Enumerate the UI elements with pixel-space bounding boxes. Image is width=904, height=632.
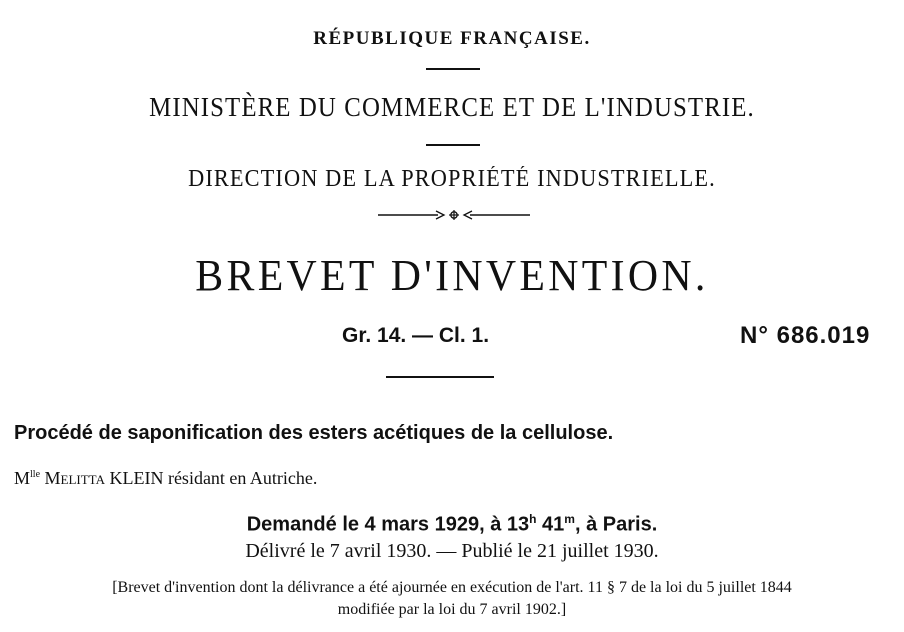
demande-minutes: 41 xyxy=(536,513,565,536)
note-line-1: [Brevet d'invention dont la délivrance a été ajournée en exécution de l'art. 11 § 7 de la loi du 5 juillet 1844 xyxy=(112,579,792,596)
inventor-name: Melitta KLEIN xyxy=(44,468,164,488)
inventor-prefix-sup: lle xyxy=(30,469,41,480)
hours-sup: h xyxy=(529,512,537,526)
direction-heading: DIRECTION DE LA PROPRIÉTÉ INDUSTRIELLE. xyxy=(188,166,716,192)
classification: Gr. 14. — Cl. 1. xyxy=(342,324,490,347)
divider-3 xyxy=(386,376,494,378)
republic-heading: RÉPUBLIQUE FRANÇAISE. xyxy=(313,28,591,49)
ministry-heading: MINISTÈRE DU COMMERCE ET DE L'INDUSTRIE. xyxy=(149,92,755,122)
inventor-residence: résidant en Autriche. xyxy=(163,468,318,488)
divider-2 xyxy=(426,144,480,146)
patent-number: N° 686.019 xyxy=(740,322,871,349)
demande-prefix: Demandé le 4 mars 1929, à 13 xyxy=(246,513,530,536)
ornament-divider xyxy=(378,207,530,223)
filing-date xyxy=(0,512,904,537)
document-type-title: BREVET D'INVENTION. xyxy=(195,251,709,300)
patent-title: Procédé de saponification des esters acétiques de la cellulose. xyxy=(14,422,614,444)
note-line-2: modifiée par la loi du 7 avril 1902.] xyxy=(337,601,567,618)
inventor-line xyxy=(14,468,317,489)
divider-1 xyxy=(426,68,480,70)
minutes-sup: m xyxy=(564,512,575,526)
delivery-publication-date: Délivré le 7 avril 1930. — Publié le 21 juillet 1930. xyxy=(245,540,659,562)
demande-suffix: , à Paris. xyxy=(574,513,658,536)
inventor-prefix: M xyxy=(14,468,31,488)
